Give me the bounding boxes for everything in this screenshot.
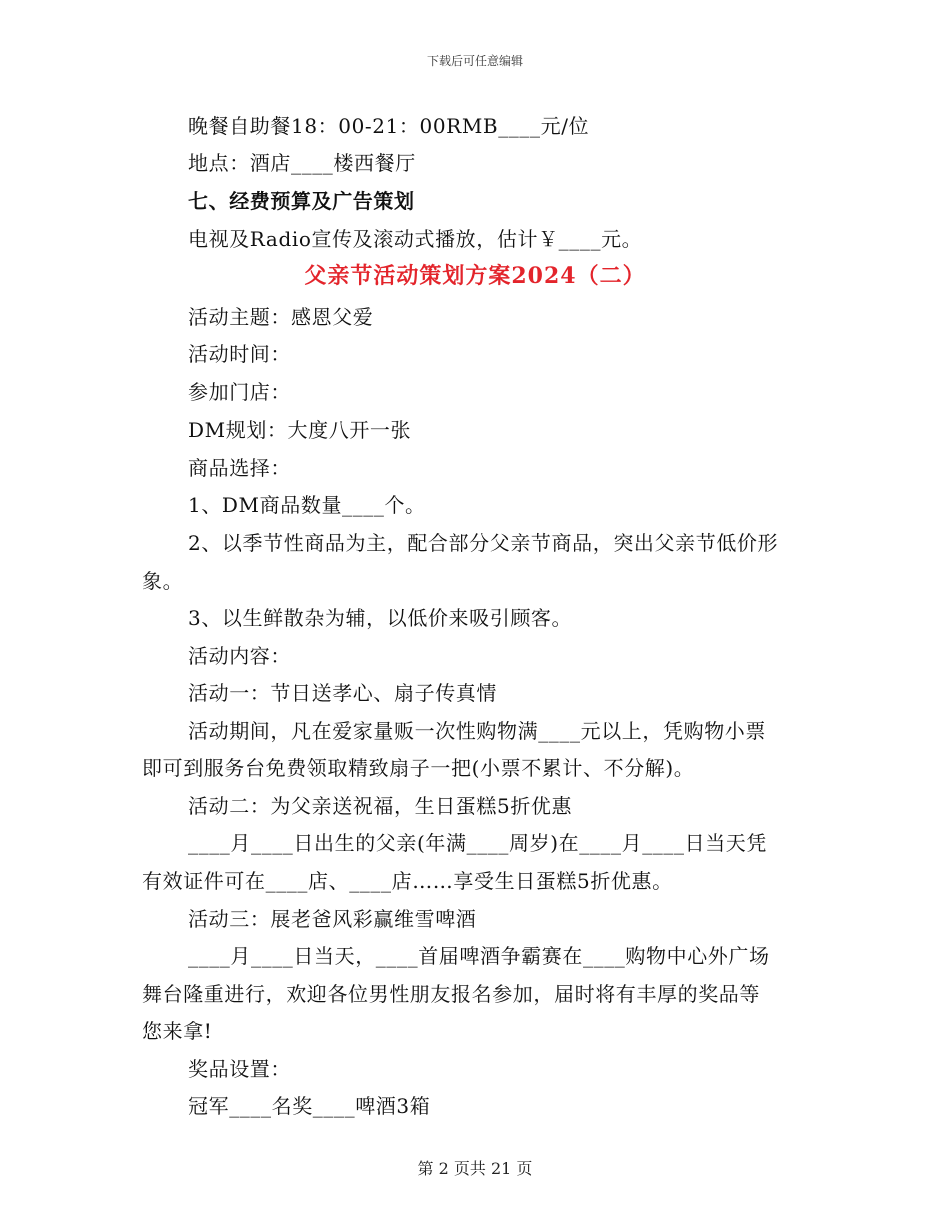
document-title: 父亲节活动策划方案2024（二） (304, 263, 646, 289)
activity-one-para-1: 活动期间，凡在爱家量贩一次性购物满____元以上，凭购物小票 (188, 719, 766, 743)
list-item-2: 2、以季节性商品为主，配合部分父亲节商品，突出父亲节低价形 (188, 531, 779, 555)
activity-three-heading: 活动三：展老爸风彩赢维雪啤酒 (188, 907, 477, 931)
dinner-buffet-line: 晚餐自助餐18：00-21：00RMB____元/位 (188, 114, 590, 138)
activity-time: 活动时间： (188, 342, 291, 366)
list-item-3: 3、以生鲜散杂为辅，以低价来吸引顾客。 (188, 606, 573, 630)
list-item-1: 1、DM商品数量____个。 (188, 493, 426, 517)
activity-theme: 活动主题：感恩父爱 (188, 305, 374, 329)
dm-plan: DM规划：大度八开一张 (188, 418, 412, 442)
activity-content: 活动内容： (188, 644, 291, 668)
activity-two-heading: 活动二：为父亲送祝福，生日蛋糕5折优惠 (188, 794, 573, 818)
activity-one-para-2: 即可到服务台免费领取精致扇子一把(小票不累计、不分解)。 (142, 756, 695, 780)
activity-three-para-3: 您来拿! (142, 1019, 213, 1043)
participating-stores: 参加门店： (188, 380, 291, 404)
champion-prize: 冠军____名奖____啤酒3箱 (188, 1094, 431, 1118)
location-line: 地点：酒店____楼西餐厅 (188, 151, 416, 175)
product-selection: 商品选择： (188, 456, 291, 480)
page-header: 下载后可任意编辑 (426, 54, 523, 68)
section-heading-budget: 七、经费预算及广告策划 (188, 189, 415, 213)
activity-one-heading: 活动一：节日送孝心、扇子传真情 (188, 681, 497, 705)
tv-radio-line: 电视及Radio宣传及滚动式播放，估计￥____元。 (188, 227, 643, 251)
page-footer: 第 2 页共 21 页 (417, 1159, 533, 1178)
activity-two-para-1: ____月____日出生的父亲(年满____周岁)在____月____日当天凭 (188, 831, 768, 855)
activity-three-para-2: 舞台隆重进行，欢迎各位男性朋友报名参加，届时将有丰厚的奖品等 (142, 982, 760, 1006)
activity-two-para-2: 有效证件可在____店、____店……享受生日蛋糕5折优惠。 (142, 869, 673, 893)
list-item-2-cont: 象。 (142, 569, 184, 593)
prize-settings: 奖品设置： (188, 1057, 291, 1081)
activity-three-para-1: ____月____日当天，____首届啤酒争霸赛在____购物中心外广场 (188, 944, 770, 968)
